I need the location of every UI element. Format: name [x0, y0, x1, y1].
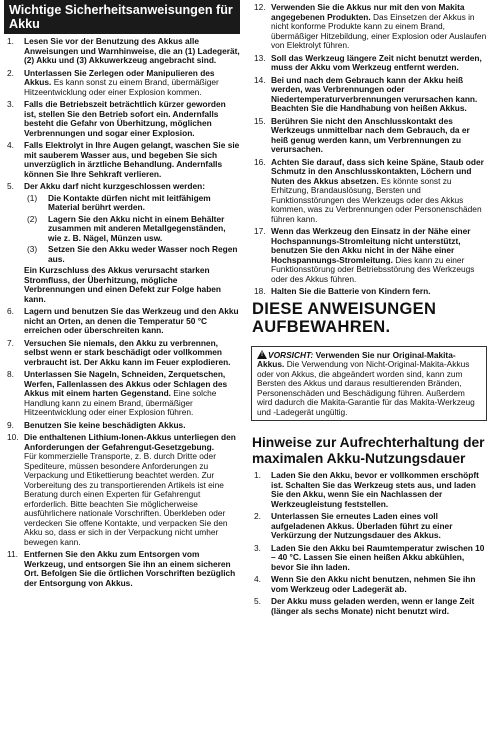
item-number: 2. [254, 511, 261, 521]
sub-item [24, 215, 240, 244]
sub-item-number: (1) [27, 192, 38, 203]
item-number: 9. [7, 419, 14, 430]
list-item [251, 3, 487, 51]
item-number: 8. [7, 369, 14, 379]
item-bold-text: Falls Elektrolyt in Ihre Augen gelangt, waschen Sie sie mit sauberem Wasser aus, und begeben Sie sich unverzüglich in ärztliche Behandlung. Andernfalls können Sie Ihre Sehkraft verlieren. [24, 140, 240, 179]
sub-item-text: Die Kontakte dürfen nicht mit leitfähigem Material berührt werden. [48, 192, 211, 212]
item-bold-text: Lesen Sie vor der Benutzung des Akkus alle Anweisungen und Warnhinweise, die an (1) Ladegerät, (2) Akku und (3) Akkuwerkzeug angebracht sind. [24, 36, 240, 65]
item-number: 17. [254, 226, 266, 236]
item-number: 11. [7, 549, 18, 559]
sub-item-number: (3) [27, 244, 38, 254]
tips-list [251, 471, 487, 616]
item-bold-text: Achten Sie darauf, dass sich keine Späne, Staub oder Schmutz in den Anschlusskontakten, Löchern und Nuten des Akkus absetzen. [271, 156, 484, 186]
item-note: Ein Kurzschluss des Akkus verursacht starken Stromfluss, der Überhitzung, mögliche Verbrennungen und einen Defekt zur Folge haben kann. [24, 265, 222, 304]
list-item [4, 421, 240, 431]
item-number: 18. [254, 286, 266, 296]
sub-item [24, 194, 240, 213]
right-column [251, 0, 487, 619]
list-item [251, 227, 487, 284]
list-item [251, 54, 487, 73]
list-item [4, 550, 240, 588]
safety-list [4, 37, 240, 588]
item-number: 4. [254, 574, 261, 584]
list-item [4, 141, 240, 179]
item-bold-text: Soll das Werkzeug längere Zeit nicht benutzt werden, muss der Akku vom Werkzeug entfernt werden. [271, 52, 482, 72]
sub-item [24, 245, 240, 264]
item-bold-text: Laden Sie den Akku bei Raumtemperatur zwischen 10 – 40 °C. Lassen Sie einen heißen Akku abkühlen, bevor Sie ihn laden. [271, 542, 485, 572]
list-item [4, 339, 240, 368]
item-bold-text: Der Akku darf nicht kurzgeschlossen werden: [24, 181, 205, 191]
item-text: Das Einsetzen der Akkus in nicht konforme Produkte kann zu einem Brand, übermäßiger Hitzebildung, einer Explosion oder Auslaufen von Elektrolyt führen. [271, 11, 487, 50]
list-item [251, 117, 487, 155]
list-item [251, 76, 487, 114]
item-number: 16. [254, 156, 266, 167]
item-bold-text: Halten Sie die Batterie von Kindern fern. [271, 286, 431, 296]
item-number: 1. [7, 36, 14, 46]
safety-list-continued [251, 3, 487, 297]
list-item [4, 37, 240, 66]
item-number: 10. [7, 432, 19, 442]
list-item [251, 597, 487, 616]
list-item [251, 471, 487, 509]
item-number: 5. [7, 181, 14, 191]
item-bold-text: Laden Sie den Akku, bevor er vollkommen erschöpft ist. Schalten Sie das Werkzeug stets aus, und laden Sie den Akku, wenn Sie ein Nachlassen der Werkzeugleistung feststellen. [271, 470, 479, 509]
list-item [4, 182, 240, 304]
item-number: 14. [254, 74, 266, 85]
sub-item-text: Lagern Sie den Akku nicht in einem Behälter zusammen mit anderen Metallgegenständen, wie z. B. Nägel, Münzen usw. [48, 213, 226, 243]
item-number: 4. [7, 140, 14, 150]
item-text: Eine solche Handlung kann zu einem Brand, übermäßiger Hitzeentwicklung oder einer Explosion führen. [24, 388, 217, 417]
sub-item-text: Setzen Sie den Akku weder Wasser noch Regen aus. [48, 244, 238, 264]
item-bold-text: Bei und nach dem Gebrauch kann der Akku heiß werden, was Verbrennungen oder Niedertemperaturverbrennungen verursachen kann. Beachten Sie die Handhabung von heißen Akkus. [271, 74, 478, 113]
list-item [251, 512, 487, 541]
list-item [4, 370, 240, 418]
item-number: 6. [7, 306, 14, 316]
item-bold-text: Unterlassen Sie Zerlegen oder Manipulieren des Akkus. [24, 67, 215, 87]
caution-text: Die Verwendung von Nicht-Original-Makita-Akkus oder von Akkus, die abgeändert worden sind, kann zum Bersten des Akkus und daraus resultierenden Bränden, Personenschäden und Beschädigung führen. Außerdem wird dadurch die Makita-Garantie für das Makita-Werkzeug und -Ladegerät ungültig. [257, 359, 475, 417]
section-header: Wichtige Sicherheitsanweisungen für Akku [4, 0, 240, 34]
item-number: 15. [254, 115, 266, 126]
item-bold-text: Benutzen Sie keine beschädigten Akkus. [24, 419, 186, 430]
list-item [4, 100, 240, 138]
list-item [251, 575, 487, 594]
item-number: 5. [254, 596, 261, 606]
item-bold-text: Wenn Sie den Akku nicht benutzen, nehmen Sie ihn vom Werkzeug oder Ladegerät ab. [271, 574, 476, 594]
item-bold-text: Die enthaltenen Lithium-Ionen-Akkus unterliegen den Anforderungen der Gefahrengut-Gesetzgebung. [24, 432, 236, 452]
item-bold-text: Der Akku muss geladen werden, wenn er lange Zeit (länger als sechs Monate) nicht benutzt wird. [271, 596, 475, 616]
save-instructions-title: DIESE ANWEISUNGEN AUFBEWAHREN. [252, 299, 437, 336]
item-bold-text: Falls die Betriebszeit beträchtlich kürzer geworden ist, stellen Sie den Betrieb sofort ein. Andernfalls besteht die Gefahr von Überhitzung, möglichen Verbrennungen und sogar einer Explosion. [24, 99, 226, 138]
list-item [251, 544, 487, 573]
item-bold-text: Unterlassen Sie erneutes Laden eines voll aufgeladenen Akkus. Überladen führt zu einer Verkürzung der Nutzungsdauer des Akkus. [271, 511, 453, 540]
left-column [4, 0, 240, 591]
item-number: 2. [7, 67, 14, 78]
item-text: Es könnte sonst zu Erhitzung, Brandauslösung, Bersten und Funktionsstörungen des Werkzeugs oder des Akkus kommen, was zu Verbrennungen oder Personenschäden führen kann. [271, 175, 482, 224]
warning-triangle-icon: ! [257, 350, 267, 359]
item-text: Für kommerzielle Transporte, z. B. durch Dritte oder Spediteure, müssen besondere Anforderungen zu Verpackung und Etikettierung beachtet werden. Zur Vorbereitung des zu transportierenden Artikels ist eine Beratung durch einen Experten für Gefahrengut erforderlich. Bitte beachten Sie möglicherweise ausführlichere nationale Vorschriften. Überkleben oder verdecken Sie offene Kontakte, und verpacken Sie den Akku so, dass er sich in der Verpackung nicht umher bewegen kann. [24, 451, 228, 547]
item-bold-text: Versuchen Sie niemals, den Akku zu verbrennen, selbst wenn er stark beschädigt oder vollkommen verbraucht ist. Der Akku kann im Feuer explodieren. [24, 337, 231, 367]
item-bold-text: Entfernen Sie den Akku zum Entsorgen vom Werkzeug, und entsorgen Sie ihn an einem sicheren Ort. Befolgen Sie die örtlichen Vorschriften bezüglich der Entsorgung von Akkus. [24, 549, 236, 588]
sub-item-number: (2) [27, 213, 38, 224]
item-bold-text: Berühren Sie nicht den Anschlusskontakt des Werkzeugs unmittelbar nach dem Gebrauch, da er heiß genug werden kann, um Verbrennungen zu verursachen. [271, 115, 470, 154]
list-item [4, 69, 240, 98]
item-text: Es kann sonst zu einem Brand, übermäßiger Hitzeentwicklung oder einer Explosion kommen. [24, 77, 219, 97]
item-bold-text: Wenn das Werkzeug den Einsatz in der Nähe einer Hochspannungs-Stromleitung nicht unterstützt, benutzen Sie den Akku nicht in der Nähe einer Hochspannungs-Stromleitung. [271, 226, 471, 265]
item-bold-text: Verwenden Sie die Akkus nur mit den von Makita angegebenen Produkten. [271, 2, 465, 22]
tips-heading: Hinweise zur Aufrechterhaltung der maximalen Akku-Nutzungsdauer [252, 435, 485, 466]
item-number: 1. [254, 470, 261, 480]
list-item [4, 433, 240, 547]
item-bold-text: Lagern und benutzen Sie das Werkzeug und den Akku nicht an Orten, an denen die Temperatur 50 °C erreichen oder überschreiten kann. [24, 306, 239, 335]
item-text: Dies kann zu einer Funktionsstörung oder Betriebsstörung des Werkzeugs oder des Akkus führen. [271, 254, 475, 284]
item-number: 12. [254, 2, 266, 12]
item-number: 3. [254, 542, 261, 553]
list-item [251, 287, 487, 297]
item-number: 13. [254, 52, 266, 63]
item-number: 3. [7, 99, 14, 109]
list-item [251, 158, 487, 225]
list-item [4, 307, 240, 336]
item-bold-text: Unterlassen Sie Nageln, Schneiden, Zerquetschen, Werfen, Fallenlassen des Akkus oder Schlagen des Akkus mit einem harten Gegenstand. [24, 369, 228, 398]
caution-bold-text: Verwenden Sie nur Original-Makita-Akkus. [257, 349, 456, 369]
caution-box [251, 346, 487, 422]
item-number: 7. [7, 337, 14, 348]
caution-label: VORSICHT: [268, 349, 314, 360]
